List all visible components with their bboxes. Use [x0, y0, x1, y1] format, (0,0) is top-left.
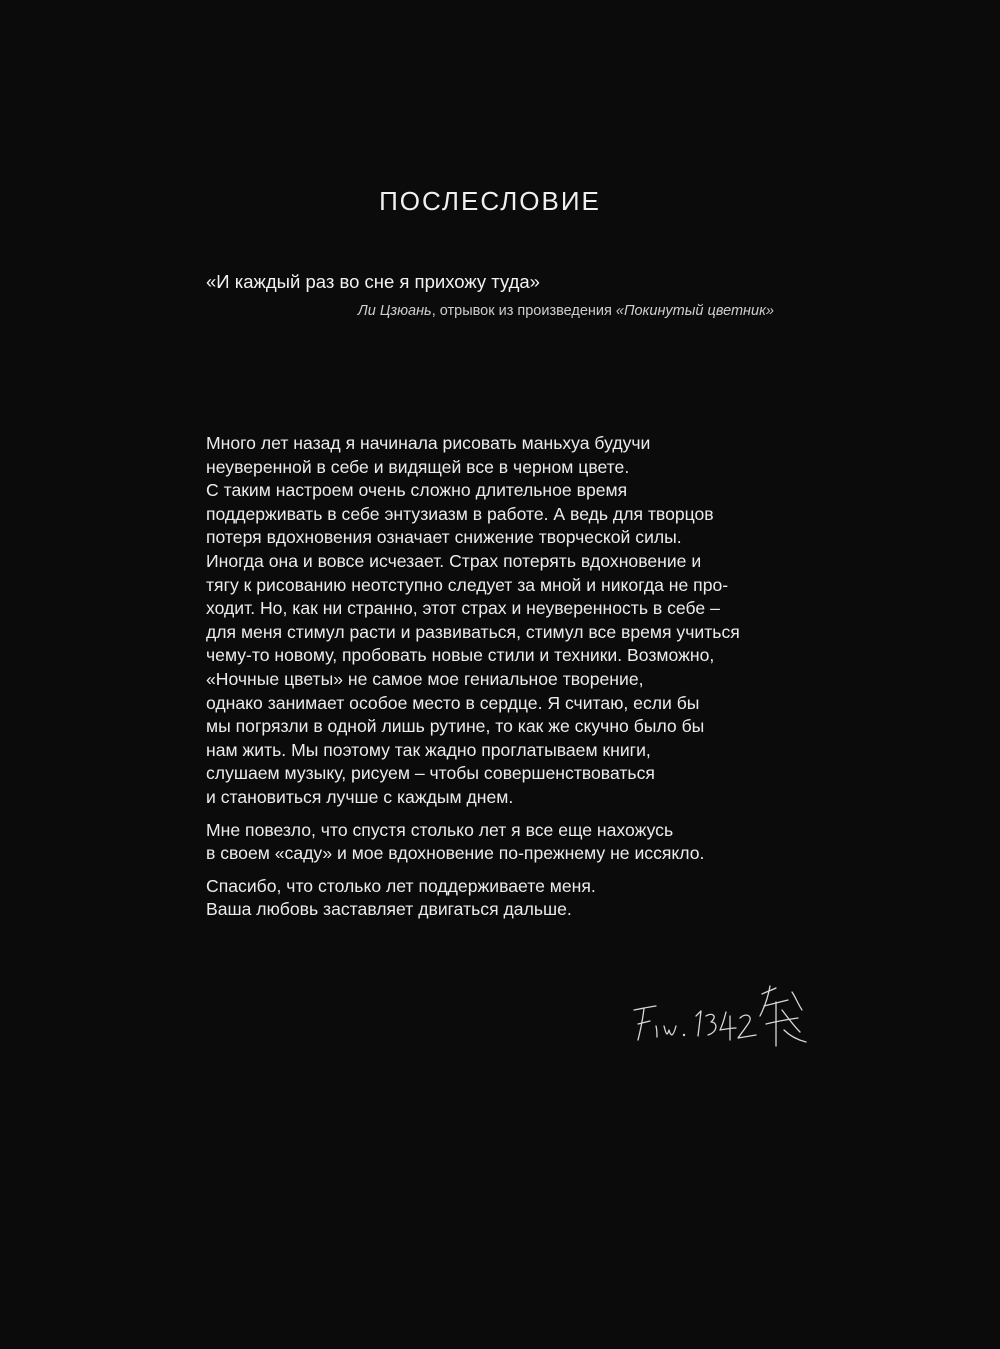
text-line: слушаем музыку, рисуем – чтобы совершенствоваться: [206, 763, 655, 784]
text-line: Ваша любовь заставляет двигаться дальше.: [206, 899, 572, 920]
text-line: тягу к рисованию неотступно следует за мной и никогда не про-: [206, 574, 729, 595]
text-line: «Ночные цветы» не самое мое гениальное творение,: [206, 668, 644, 689]
afterword-body: [206, 432, 806, 931]
text-line: однако занимает особое место в сердце. Я считаю, если бы: [206, 692, 700, 713]
text-line: Иногда она и вовсе исчезает. Страх потерять вдохновение и: [206, 550, 702, 571]
page-title: ПОСЛЕСЛОВИЕ: [379, 186, 601, 216]
text-line: потеря вдохновения означает снижение творческой силы.: [206, 527, 682, 548]
text-line: Много лет назад я начинала рисовать маньхуа будучи: [206, 433, 651, 453]
text-line: нам жить. Мы поэтому так жадно проглатываем книги,: [206, 739, 651, 760]
author-signature: [626, 980, 816, 1056]
text-line: поддерживать в себе энтузиазм в работе. А ведь для творцов: [206, 503, 714, 524]
text-line: неуверенной в себе и видящей все в черном цвете.: [206, 456, 630, 477]
epigraph-quote: «И каждый раз во сне я прихожу туда»: [206, 271, 540, 292]
epigraph-attribution: [358, 303, 774, 319]
text-line: ходит. Но, как ни странно, этот страх и неуверенность в себе –: [206, 598, 720, 619]
epigraph-work: «Покинутый цветник»: [615, 303, 774, 319]
text-line: и становиться лучше с каждым днем.: [206, 786, 514, 807]
paragraph-3: [206, 875, 806, 922]
text-line: в своем «саду» и мое вдохновение по-прежнему не иссякло.: [206, 843, 705, 864]
text-line: чему-то новому, пробовать новые стили и техники. Возможно,: [206, 645, 715, 666]
text-line: С таким настроем очень сложно длительное время: [206, 480, 628, 501]
text-line: для меня стимул расти и развиваться, стимул все время учиться: [206, 621, 740, 642]
paragraph-1: [206, 432, 806, 810]
text-line: Мне повезло, что спустя столько лет я все еще нахожусь: [206, 819, 674, 840]
text-line: мы погрязли в одной лишь рутине, то как же скучно было бы: [206, 716, 705, 737]
epigraph-author: Ли Цзюань: [357, 303, 432, 319]
epigraph-source-prefix: , отрывок из произведения: [431, 303, 616, 319]
paragraph-2: [206, 819, 806, 866]
text-line: Спасибо, что столько лет поддерживаете меня.: [206, 875, 596, 896]
